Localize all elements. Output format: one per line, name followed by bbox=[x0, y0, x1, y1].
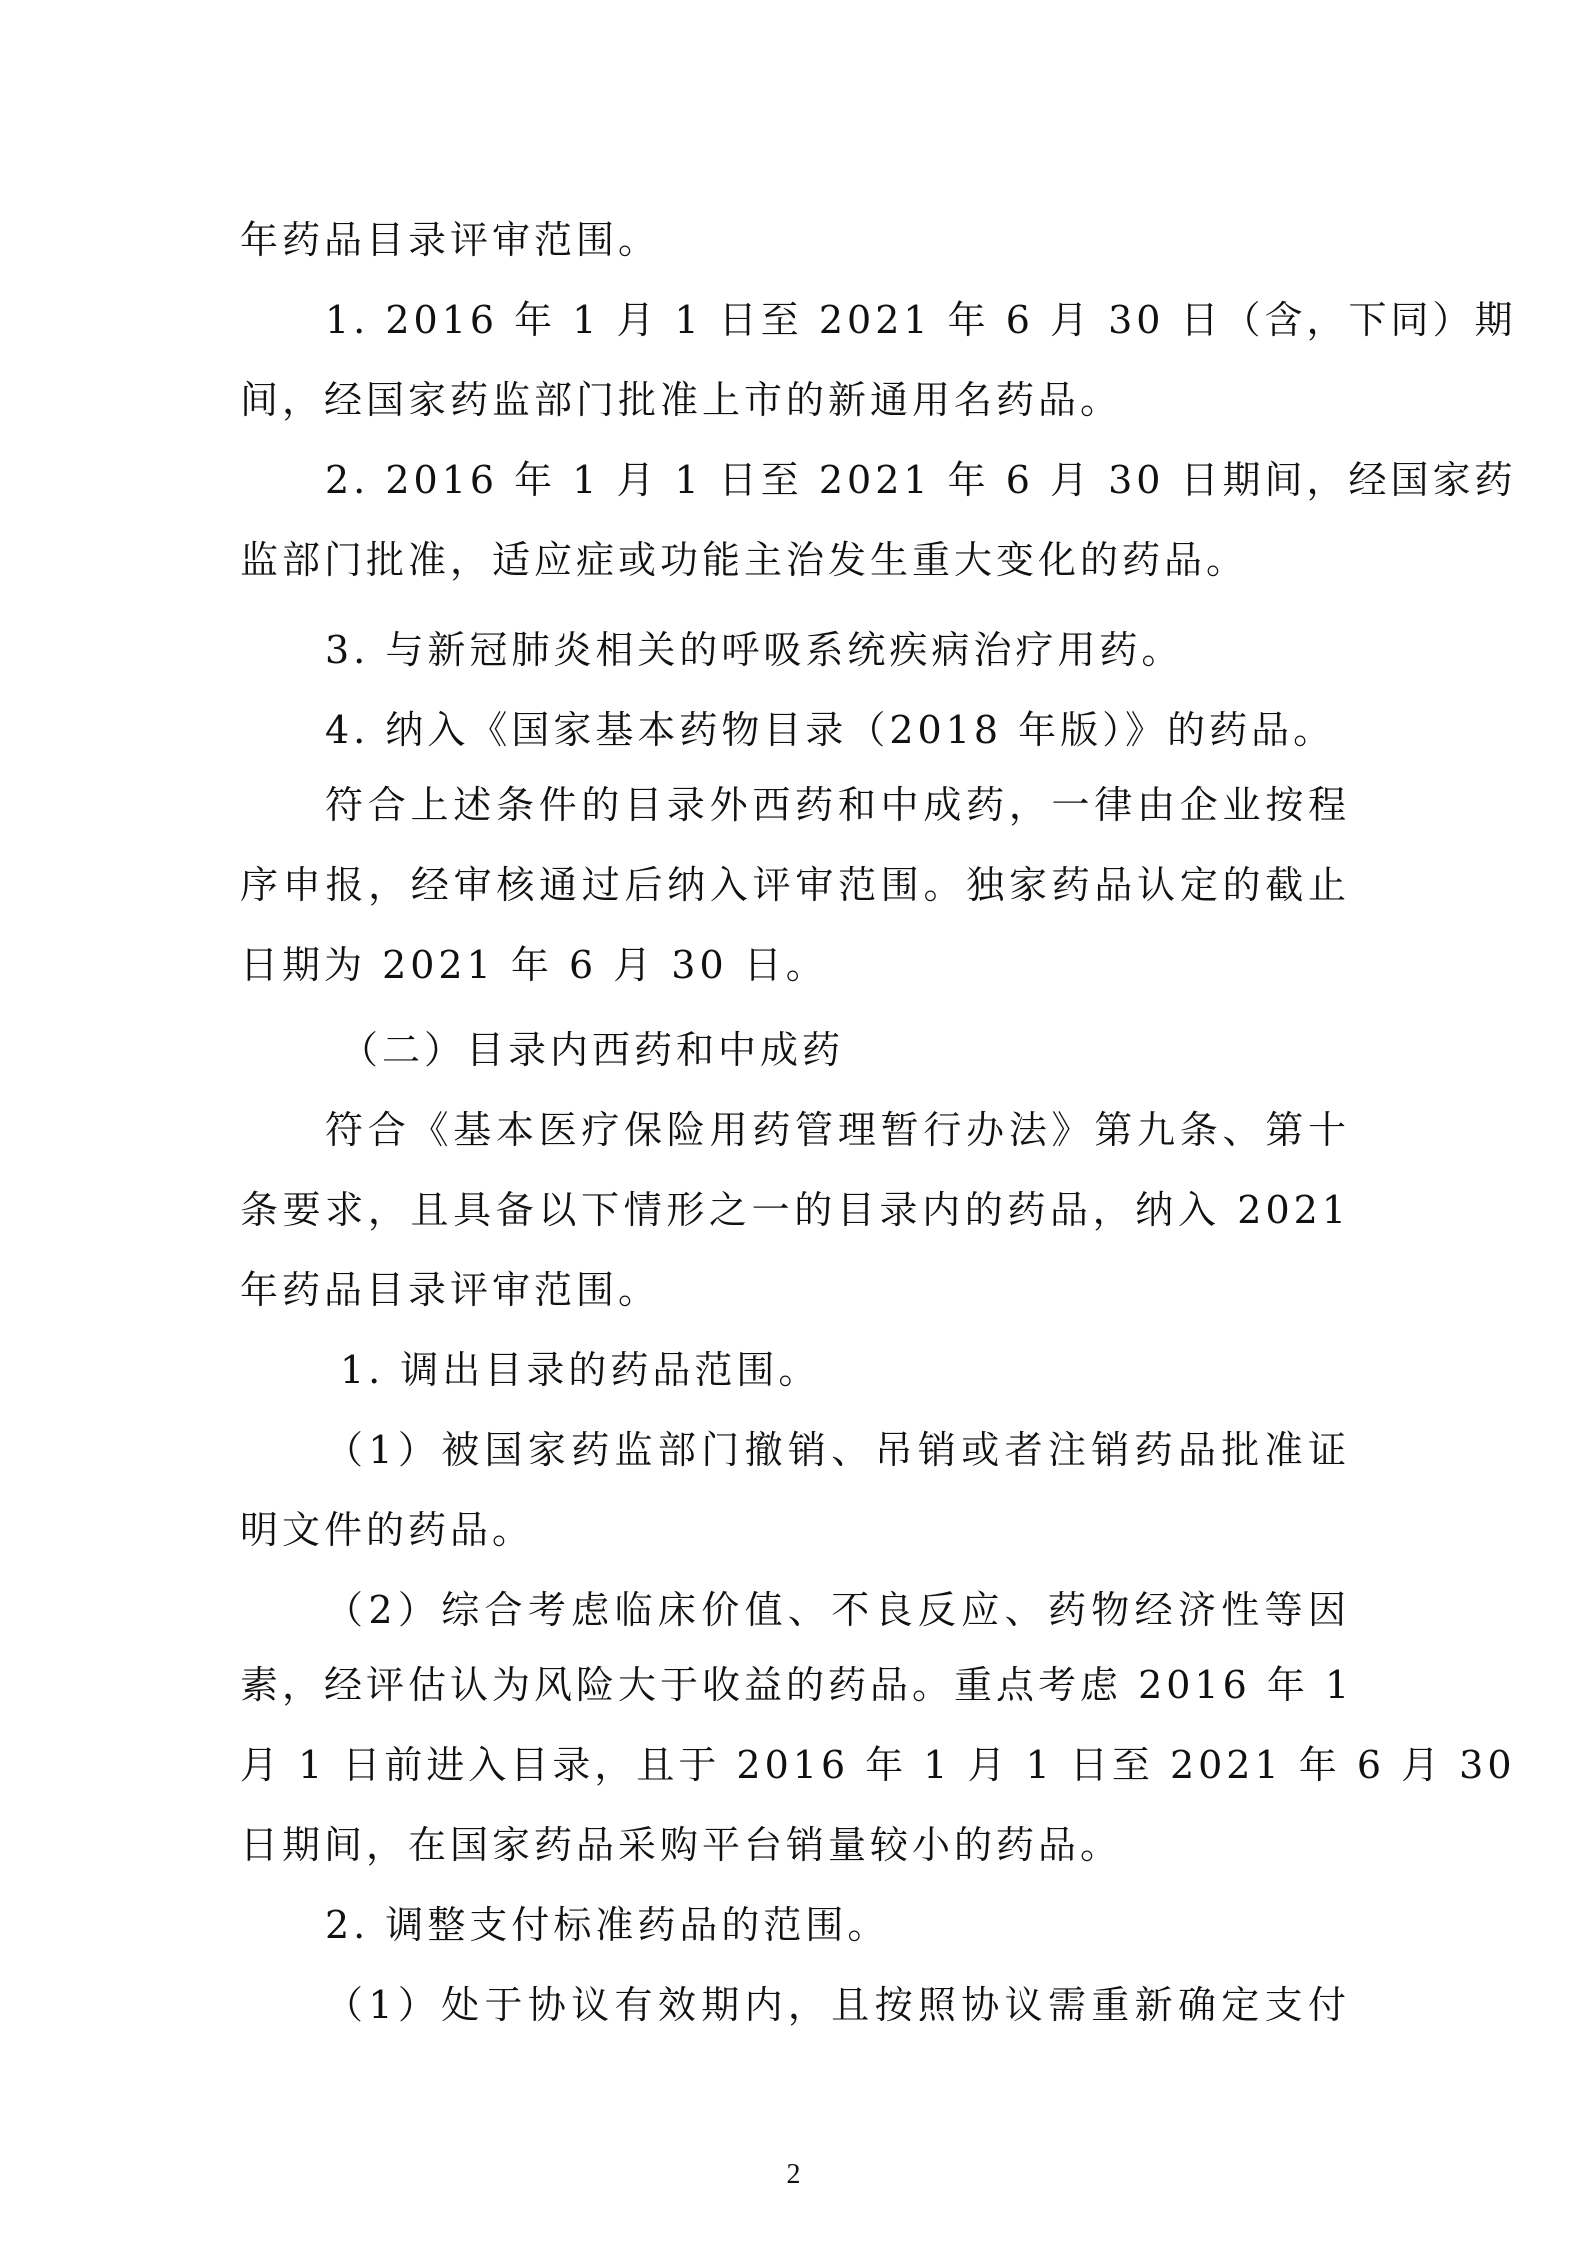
text-line: 符合上述条件的目录外西药和中成药，一律由企业按程 bbox=[325, 783, 1350, 827]
text-line: 明文件的药品。 bbox=[240, 1508, 535, 1552]
text-line: 间，经国家药监部门批准上市的新通用名药品。 bbox=[240, 378, 1123, 422]
section-heading: （二）目录内西药和中成药 bbox=[340, 1028, 845, 1072]
text-line: 年药品目录评审范围。 bbox=[240, 218, 661, 262]
text-line: 年药品目录评审范围。 bbox=[240, 1268, 661, 1312]
text-line: 1. 调出目录的药品范围。 bbox=[340, 1348, 821, 1392]
text-line: 素，经评估认为风险大于收益的药品。重点考虑 2016 年 1 bbox=[240, 1663, 1354, 1707]
text-line: 月 1 日前进入目录，且于 2016 年 1 月 1 日至 2021 年 6 月 30 bbox=[240, 1743, 1516, 1787]
text-line: 序申报，经审核通过后纳入评审范围。独家药品认定的截止 bbox=[240, 863, 1350, 907]
text-line: （1）被国家药监部门撤销、吊销或者注销药品批准证 bbox=[325, 1428, 1350, 1472]
page-number: 2 bbox=[786, 2159, 801, 2190]
text-line: 1. 2016 年 1 月 1 日至 2021 年 6 月 30 日（含，下同）期 bbox=[325, 298, 1517, 342]
text-line: 2. 2016 年 1 月 1 日至 2021 年 6 月 30 日期间，经国家药 bbox=[325, 458, 1517, 502]
text-line: 日期为 2021 年 6 月 30 日。 bbox=[240, 943, 828, 987]
text-line: （1）处于协议有效期内，且按照协议需重新确定支付 bbox=[325, 1983, 1350, 2027]
text-line: 条要求，且具备以下情形之一的目录内的药品，纳入 2021 bbox=[240, 1188, 1350, 1232]
text-line: （2）综合考虑临床价值、不良反应、药物经济性等因 bbox=[325, 1588, 1350, 1632]
text-line: 2. 调整支付标准药品的范围。 bbox=[325, 1903, 890, 1947]
text-line: 3. 与新冠肺炎相关的呼吸系统疾病治疗用药。 bbox=[325, 628, 1184, 672]
text-line: 监部门批准，适应症或功能主治发生重大变化的药品。 bbox=[240, 538, 1249, 582]
text-line: 日期间，在国家药品采购平台销量较小的药品。 bbox=[240, 1823, 1123, 1867]
text-line: 4. 纳入《国家基本药物目录（2018 年版）》的药品。 bbox=[325, 708, 1336, 752]
text-line: 符合《基本医疗保险用药管理暂行办法》第九条、第十 bbox=[325, 1108, 1350, 1152]
